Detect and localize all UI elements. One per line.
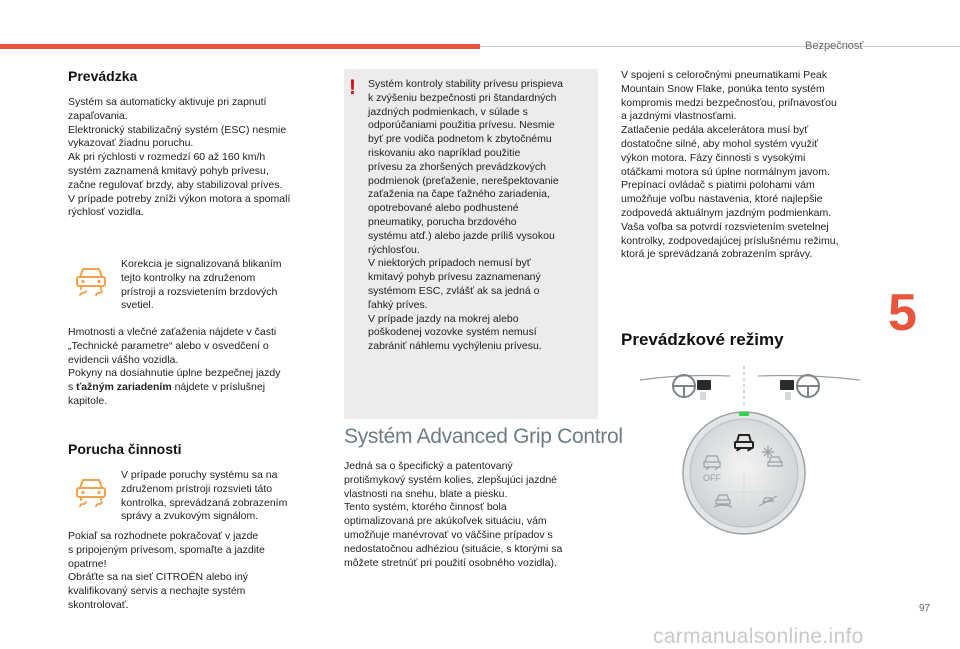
paragraph-grip-details: V spojení s celoročnými pneumatikami Peak Mountain Snow Flake, ponúka tento systém kompromis medzi bezpečnosťou, priľnavosťou a jazdnými vlastnosťami. Zatlačenie pedála akcelerátora musí byť dostatočne silné, aby mohol systém využiť výkon motora. Fázy činnosti s vysokými otáčkami motora sú úplne normálnym javom. Prepínací ovládač s piatimi polohami vám umožňuje voľbu nastavenia, ktoré najlepšie zodpovedá aktuálnym jazdným podmienkam. Vaša voľba sa potvrdí rozsvietením svetelnej kontrolky, zodpovedajúcej príslušnému režimu, ktorá je sprevádzaná zobrazením správy. bbox=[621, 69, 839, 261]
heading-prevadzka: Prevádzka bbox=[68, 68, 138, 84]
dial-active-led bbox=[739, 412, 749, 416]
trailer-stability-icon bbox=[74, 265, 108, 302]
heading-operating-modes: Prevádzkové režimy bbox=[621, 330, 784, 349]
indicator-fault-text: V prípade poruchy systému sa na združenom prístroji rozsvieti táto kontrolka, sprevádzaná zobrazením správy a zvukovým signálom. bbox=[121, 469, 288, 523]
paragraph-weights bbox=[68, 326, 280, 409]
grip-control-dial[interactable] bbox=[681, 410, 807, 541]
steering-wheel-icon-right bbox=[797, 375, 819, 397]
chapter-number: 5 bbox=[888, 284, 917, 342]
indicator-correction-text: Korekcia je signalizovaná blikaním tejto kontrolky na združenom prístroji a rozsvietením brzdových svetiel. bbox=[121, 258, 282, 312]
dashboard-illustration bbox=[640, 366, 860, 411]
header-rule bbox=[480, 46, 960, 47]
paragraph-grip-control: Jedná sa o špecifický a patentovaný protišmykový systém kolies, zlepšujúci jazdné vlastnosti na snehu, blate a piesku. Tento systém, ktorého činnosť bola optimalizovaná pre akúkoľvek situáciu, vám umožňuje manévrovať vo väčšine prípadov s nedostatočnou adhéziou (situácie, s ktorými sa môžete stretnúť pri použití osobného vozidla). bbox=[344, 460, 563, 569]
header-accent-bar bbox=[0, 44, 480, 49]
page-number: 97 bbox=[919, 603, 931, 614]
steering-wheel-icon bbox=[673, 375, 695, 397]
warning-text: Systém kontroly stability prívesu prispieva k zvýšeniu bezpečnosti pri štandardných jazdných podmienkach, v súlade s odporúčaniami použitia prívesu. Nesmie byť pre vodiča podnetom k zbytočnému riskovaniu ako napríklad použitie prívesu za zhoršených prevádzkových podmienok (preťaženie, nerešpektovanie zaťaženia na čape ťažného zariadenia, opotrebované alebo podhustené pneumatiky, porucha brzdového systému atď.) alebo jazde príliš vysokou rýchlosťou. V niektorých prípadoch nemusí byť kmitavý pohyb prívesu zaznamenaný systémom ESC, zvlášť ak sa jedná o ľahký príves. V prípade jazdy na mokrej alebo poškodenej vozovke systém nemusí zabrániť náhlemu vychýleniu prívesu. bbox=[368, 78, 563, 353]
section-title: Bezpečnosť bbox=[805, 40, 864, 52]
trailer-stability-fault-icon bbox=[74, 476, 108, 513]
dial-off-label: OFF bbox=[703, 473, 721, 483]
heading-porucha: Porucha činnosti bbox=[68, 441, 182, 457]
weights-text-end: nájdete v príslušnej kapitole. bbox=[68, 381, 266, 407]
paragraph-operation: Systém sa automaticky aktivuje pri zapnutí zapaľovania. Elektronický stabilizačný systém (ESC) nesmie vykazovať žiadnu poruchu. Ak pri rýchlosti v rozmedzí 60 až 160 km/h systém zaznamená kmitavý pohyb prívesu, začne regulovať brzdy, aby stabilizoval príves. V prípade potreby zníži výkon motora a spomalí rýchlosť vozidla. bbox=[68, 96, 291, 219]
paragraph-fault-advice: Pokiaľ sa rozhodnete pokračovať v jazde s pripojeným prívesom, spomaľte a jazdite opatrne! Obráťte sa na sieť CITROËN alebo iný kvalifikovaný servis a nechajte systém skontrolovať. bbox=[68, 530, 265, 611]
watermark: carmanualsonline.info bbox=[653, 625, 864, 648]
heading-advanced-grip-control: Systém Advanced Grip Control bbox=[344, 425, 623, 448]
warning-exclamation-icon: ! bbox=[349, 76, 356, 99]
weights-text: Hmotnosti a vlečné zaťaženia nájdete v časti „Technické parametre“ alebo v osvedčení o evidencii vášho vozidla. Pokyny na dosiahnutie úplne bezpečnej jazdy s bbox=[68, 326, 281, 394]
towbar-term: ťažným zariadením bbox=[76, 381, 172, 394]
